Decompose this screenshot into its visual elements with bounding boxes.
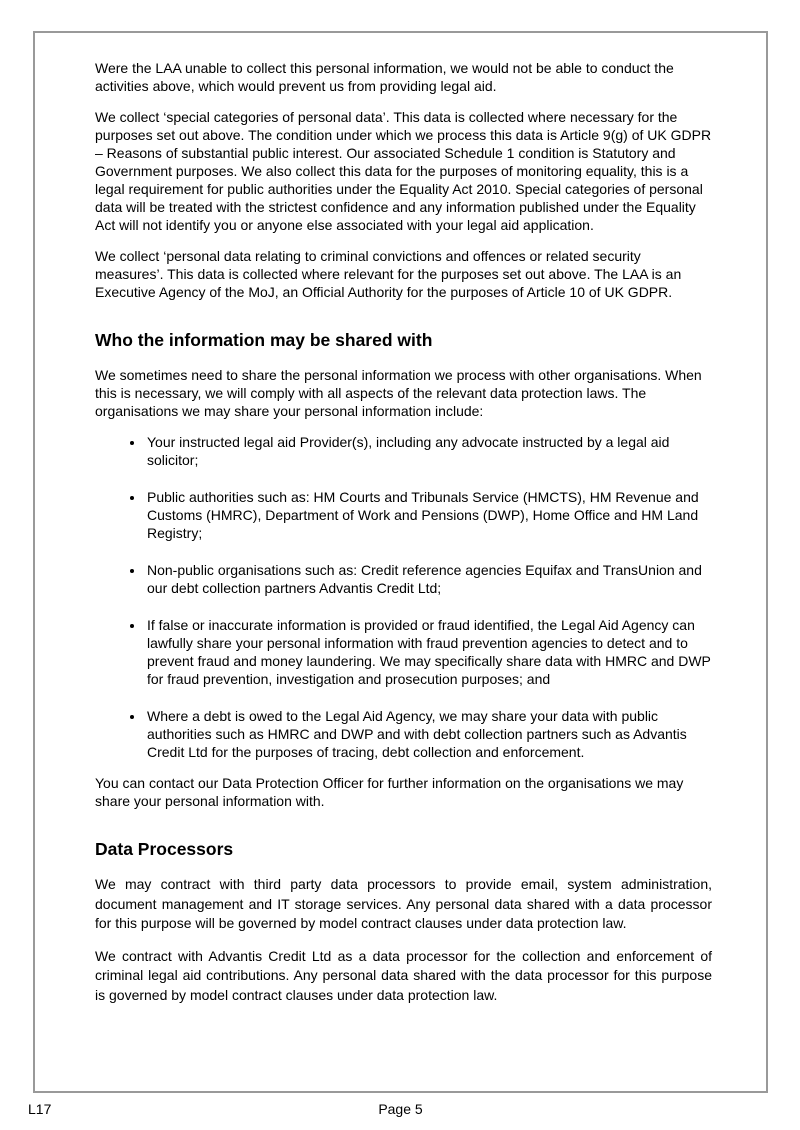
heading-who-shared: Who the information may be shared with (95, 330, 433, 350)
heading-data-processors: Data Processors (95, 839, 234, 859)
para-third-party-processors: We may contract with third party data processors to provide email, system administration, document management and IT storage services. Any personal data shared with a data processor for this purpose will be governed by model contract clauses under data protection law. (95, 876, 712, 931)
para-dpo-contact: You can contact our Data Protection Officer for further information on the organisations we may share your personal information with. (95, 775, 684, 809)
footer-doc-ref: L17 (28, 1101, 52, 1117)
para-special-categories: We collect ‘special categories of personal data’. This data is collected where necessary for the purposes set out above. The condition under which we process this data is Article 9(g) of UK GDPR – Reasons of substantial public interest. Our associated Schedule 1 condition is Statutory and Government purposes. We also collect this data for the purposes of monitoring equality, this is a legal requirement for public authorities under the Equality Act 2010. Special categories of personal data will be treated with the strictest confidence and any information published under the Equality Act will not identify you or anyone else associated with your legal aid application. (95, 109, 712, 233)
para-advantis-processor: We contract with Advantis Credit Ltd as a data processor for the collection and enforcement of criminal legal aid contributions. Any personal data shared with the data processor for this purpose is governed by model contract clauses under data protection law. (95, 947, 712, 1003)
footer-page-number: Page 5 (378, 1101, 423, 1117)
bullet-fraud-sharing: • If false or inaccurate information is provided or fraud identified, the Legal Aid Agency can lawfully share your personal information with fraud prevention agencies to detect and to prevent fraud and money laundering. We may specifically share data with HMRC and DWP for fraud prevention, investigation and prosecution purposes; and (145, 616, 712, 688)
para-collection-inability: Were the LAA unable to collect this personal information, we would not be able to conduct the activities above, which would prevent us from providing legal aid. (95, 60, 674, 94)
bullet-debt-sharing: • Where a debt is owed to the Legal Aid Agency, we may share your data with public authorities such as HMRC and DWP and with debt collection partners such as Advantis Credit Ltd for the purposes of tracing, debt collection and enforcement. (145, 707, 712, 761)
para-criminal-convictions: We collect ‘personal data relating to criminal convictions and offences or related security measures’. This data is collected where relevant for the purposes set out above. The LAA is an Executive Agency of the MoJ, an Official Authority for the purposes of Article 10 of UK GDPR. (95, 248, 682, 300)
para-sharing-intro: We sometimes need to share the personal information we process with other organisations. When this is necessary, we will comply with all aspects of the relevant data protection laws. The organisations we may share your personal information include: (95, 367, 702, 419)
page-border (33, 31, 768, 1093)
page-content (35, 33, 766, 1005)
bullet-public-authorities: • Public authorities such as: HM Courts and Tribunals Service (HMCTS), HM Revenue and Customs (HMRC), Department of Work and Pensions (DWP), Home Office and HM Land Registry; (145, 488, 712, 542)
bullet-non-public-organisations: • Non-public organisations such as: Credit reference agencies Equifax and TransUnion and our debt collection partners Advantis Credit Ltd; (145, 561, 712, 597)
sharing-bullet-list (95, 433, 712, 761)
bullet-legal-aid-provider: • Your instructed legal aid Provider(s), including any advocate instructed by a legal aid solicitor; (145, 433, 712, 469)
